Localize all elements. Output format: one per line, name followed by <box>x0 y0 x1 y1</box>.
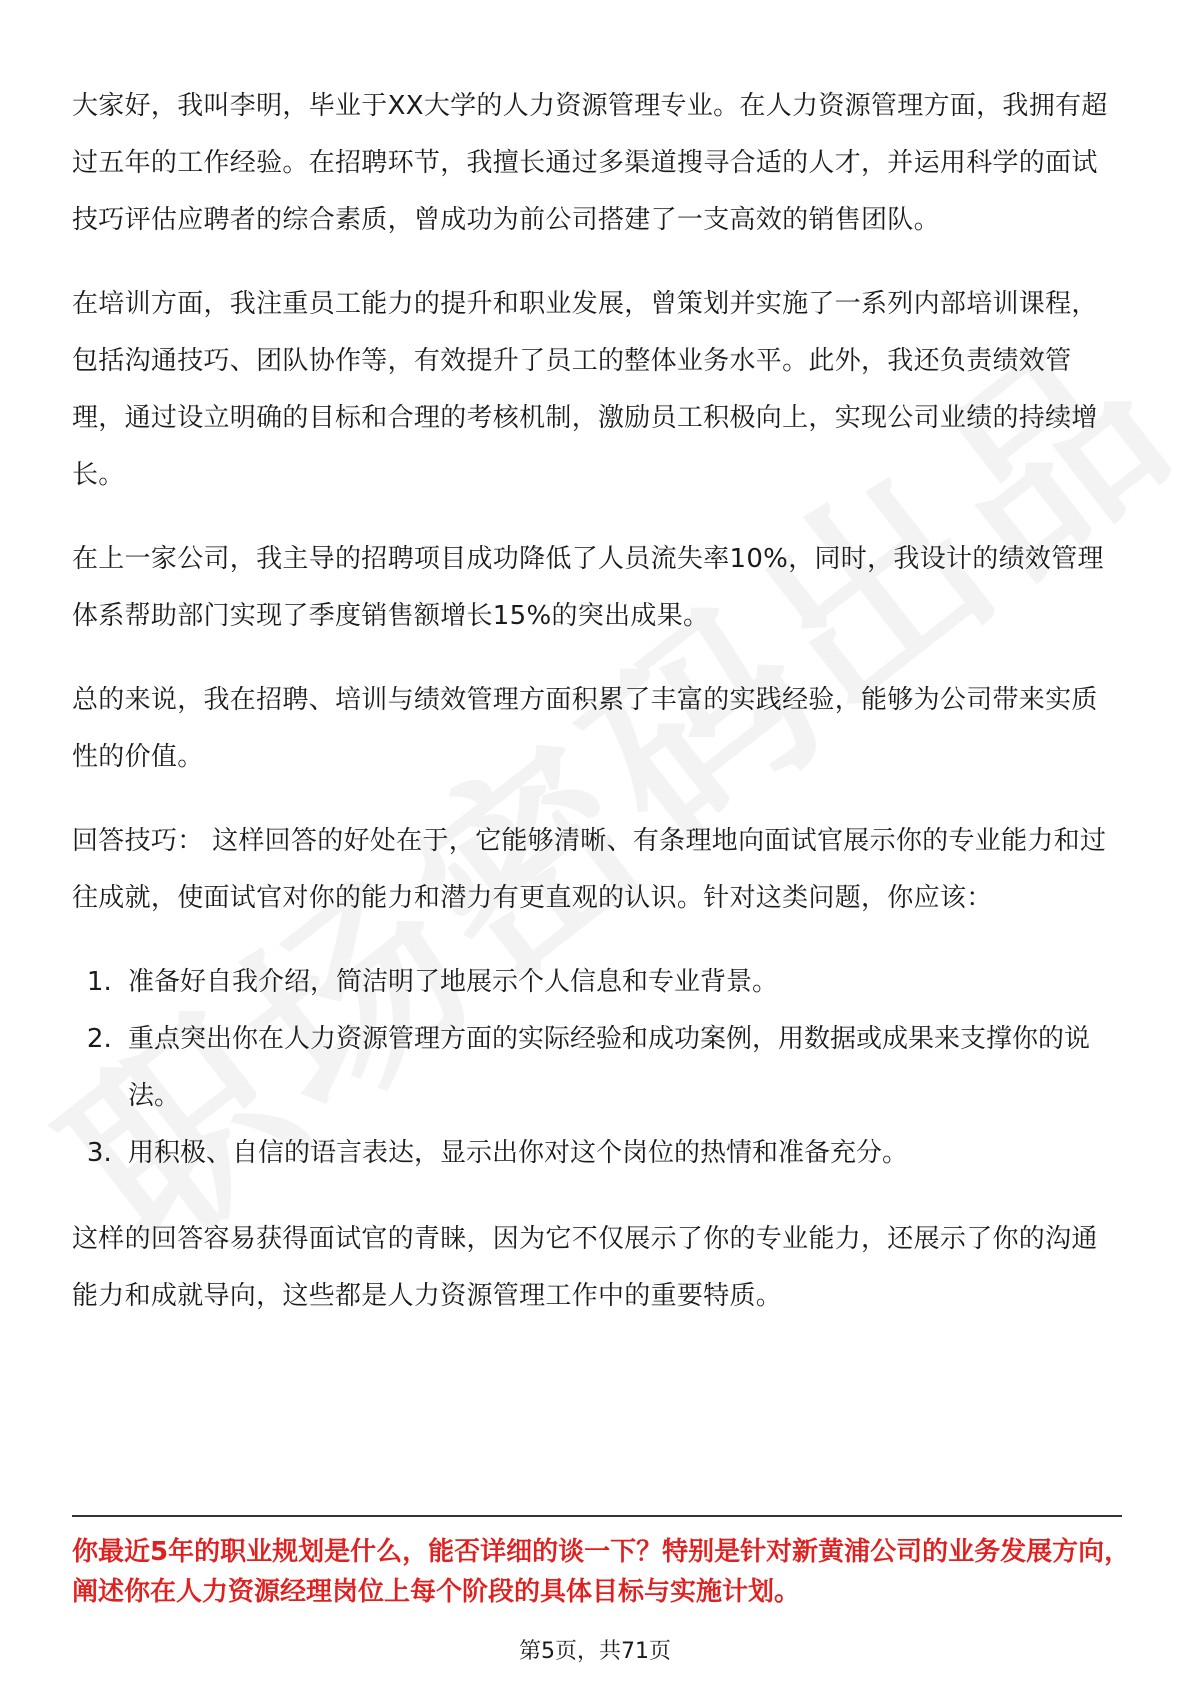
page-number: 第5页，共71页 <box>519 1639 671 1664</box>
answer-body <box>72 78 1122 1352</box>
summary-paragraph: 总的来说，我在招聘、培训与绩效管理方面积累了丰富的实践经验，能够为公司带来实质性的价值。 <box>72 685 1098 772</box>
intro-paragraph: 大家好，我叫李明，毕业于XX大学的人力资源管理专业。在人力资源管理方面，我拥有超过五年的工作经验。在招聘环节，我擅长通过多渠道搜寻合适的人才，并运用科学的面试技巧评估应聘者的综合素质，曾成功为前公司搭建了一支高效的销售团队。 <box>72 91 1108 235</box>
achievement-paragraph: 在上一家公司，我主导的招聘项目成功降低了人员流失率10%，同时，我设计的绩效管理体系帮助部门实现了季度销售额增长15%的突出成果。 <box>72 544 1104 631</box>
training-paragraph: 在培训方面，我注重员工能力的提升和职业发展，曾策划并实施了一系列内部培训课程，包括沟通技巧、团队协作等，有效提升了员工的整体业务水平。此外，我还负责绩效管理，通过设立明确的目标和合理的考核机制，激励员工积极向上，实现公司业绩的持续增长。 <box>72 289 1098 490</box>
list-item: 3. 用积极、自信的语言表达，显示出你对这个岗位的热情和准备充分。 <box>120 1125 1122 1182</box>
section-divider <box>72 1515 1122 1517</box>
list-item: 1. 准备好自我介绍，简洁明了地展示个人信息和专业背景。 <box>120 954 1122 1011</box>
answer-tips-paragraph: 回答技巧： 这样回答的好处在于，它能够清晰、有条理地向面试官展示你的专业能力和过往成就，使面试官对你的能力和潜力有更直观的认识。针对这类问题，你应该： <box>72 826 1107 913</box>
list-item: 2. 重点突出你在人力资源管理方面的实际经验和成功案例，用数据或成果来支撑你的说法。 <box>120 1011 1122 1125</box>
tips-list <box>72 954 1122 1182</box>
next-question-heading: 你最近5年的职业规划是什么，能否详细的谈一下？特别是针对新黄浦公司的业务发展方向，阐述你在人力资源经理岗位上每个阶段的具体目标与实施计划。 <box>72 1537 1131 1607</box>
closing-paragraph: 这样的回答容易获得面试官的青睐，因为它不仅展示了你的专业能力，还展示了你的沟通能力和成就导向，这些都是人力资源管理工作中的重要特质。 <box>72 1224 1098 1311</box>
